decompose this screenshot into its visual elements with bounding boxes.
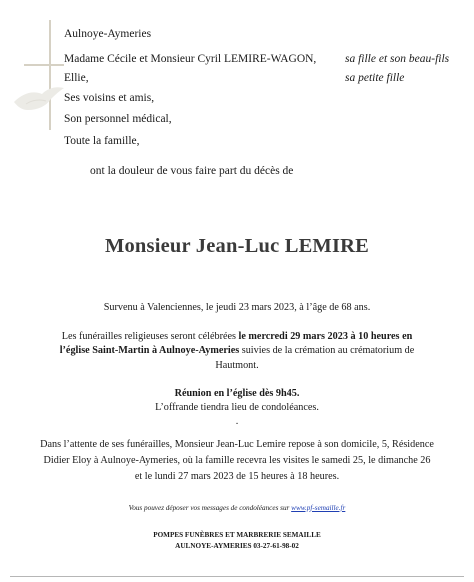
- offering-line: L’offrande tiendra lieu de condoléances.: [155, 402, 319, 413]
- family-member-2: Ellie,: [64, 72, 89, 84]
- announcement-line: ont la douleur de vous faire part du décès de: [90, 165, 294, 177]
- family-member-1: Madame Cécile et Monsieur Cyril LEMIRE-WAGON,: [64, 53, 317, 65]
- footer-company: POMPES FUNÈBRES ET MARBRERIE SEMAILLE: [153, 531, 321, 539]
- funeral-line-2: [0, 345, 474, 356]
- condolences-line: [0, 504, 474, 512]
- family-member-4: Son personnel médical,: [64, 113, 172, 125]
- separator-dot: .: [235, 416, 239, 427]
- funeral-line-1: [0, 331, 474, 342]
- reunion-line: Réunion en l’église dès 9h45.: [174, 388, 300, 399]
- deceased-name: Monsieur Jean-Luc LEMIRE: [104, 235, 370, 257]
- rest-line-2: Didier Eloy à Aulnoye-Aymeries, où la famille recevra les visites le samedi 25, le dimanche 26: [43, 455, 431, 466]
- rest-line-3: et le lundi 27 mars 2023 de 15 heures à 18 heures.: [134, 471, 340, 482]
- family-member-3: Ses voisins et amis,: [64, 92, 155, 104]
- rest-line-1: Dans l’attente de ses funérailles, Monsieur Jean-Luc Lemire repose à son domicile, 5, Résidence: [40, 439, 434, 450]
- condolences-text: Vous pouvez déposer vos messages de condoléances sur: [128, 504, 292, 512]
- location-line: Aulnoye-Aymeries: [64, 28, 152, 40]
- bottom-divider: [10, 576, 464, 577]
- funeral-line-2-suffix: suivies de la crémation au crématorium de: [239, 345, 415, 356]
- funeral-date-time: le mercredi 29 mars 2023 à 10 heures en: [238, 331, 413, 342]
- funeral-line-1-prefix: Les funérailles religieuses seront célébrées: [61, 331, 239, 342]
- funeral-line-3: Hautmont.: [215, 360, 259, 371]
- condolences-link[interactable]: www.pf-semaille.fr: [291, 504, 346, 512]
- family-relation-2: sa petite fille: [345, 72, 405, 84]
- death-info: Survenu à Valenciennes, le jeudi 23 mars 2023, à l’âge de 68 ans.: [103, 302, 371, 313]
- footer-address-phone: AULNOYE-AYMERIES 03-27-61-98-02: [175, 542, 299, 550]
- family-relation-1: sa fille et son beau-fils: [345, 53, 450, 65]
- family-member-5: Toute la famille,: [64, 135, 140, 147]
- dove-icon: [8, 80, 68, 120]
- funeral-place: l’église Saint-Martin à Aulnoye-Aymeries: [59, 345, 240, 356]
